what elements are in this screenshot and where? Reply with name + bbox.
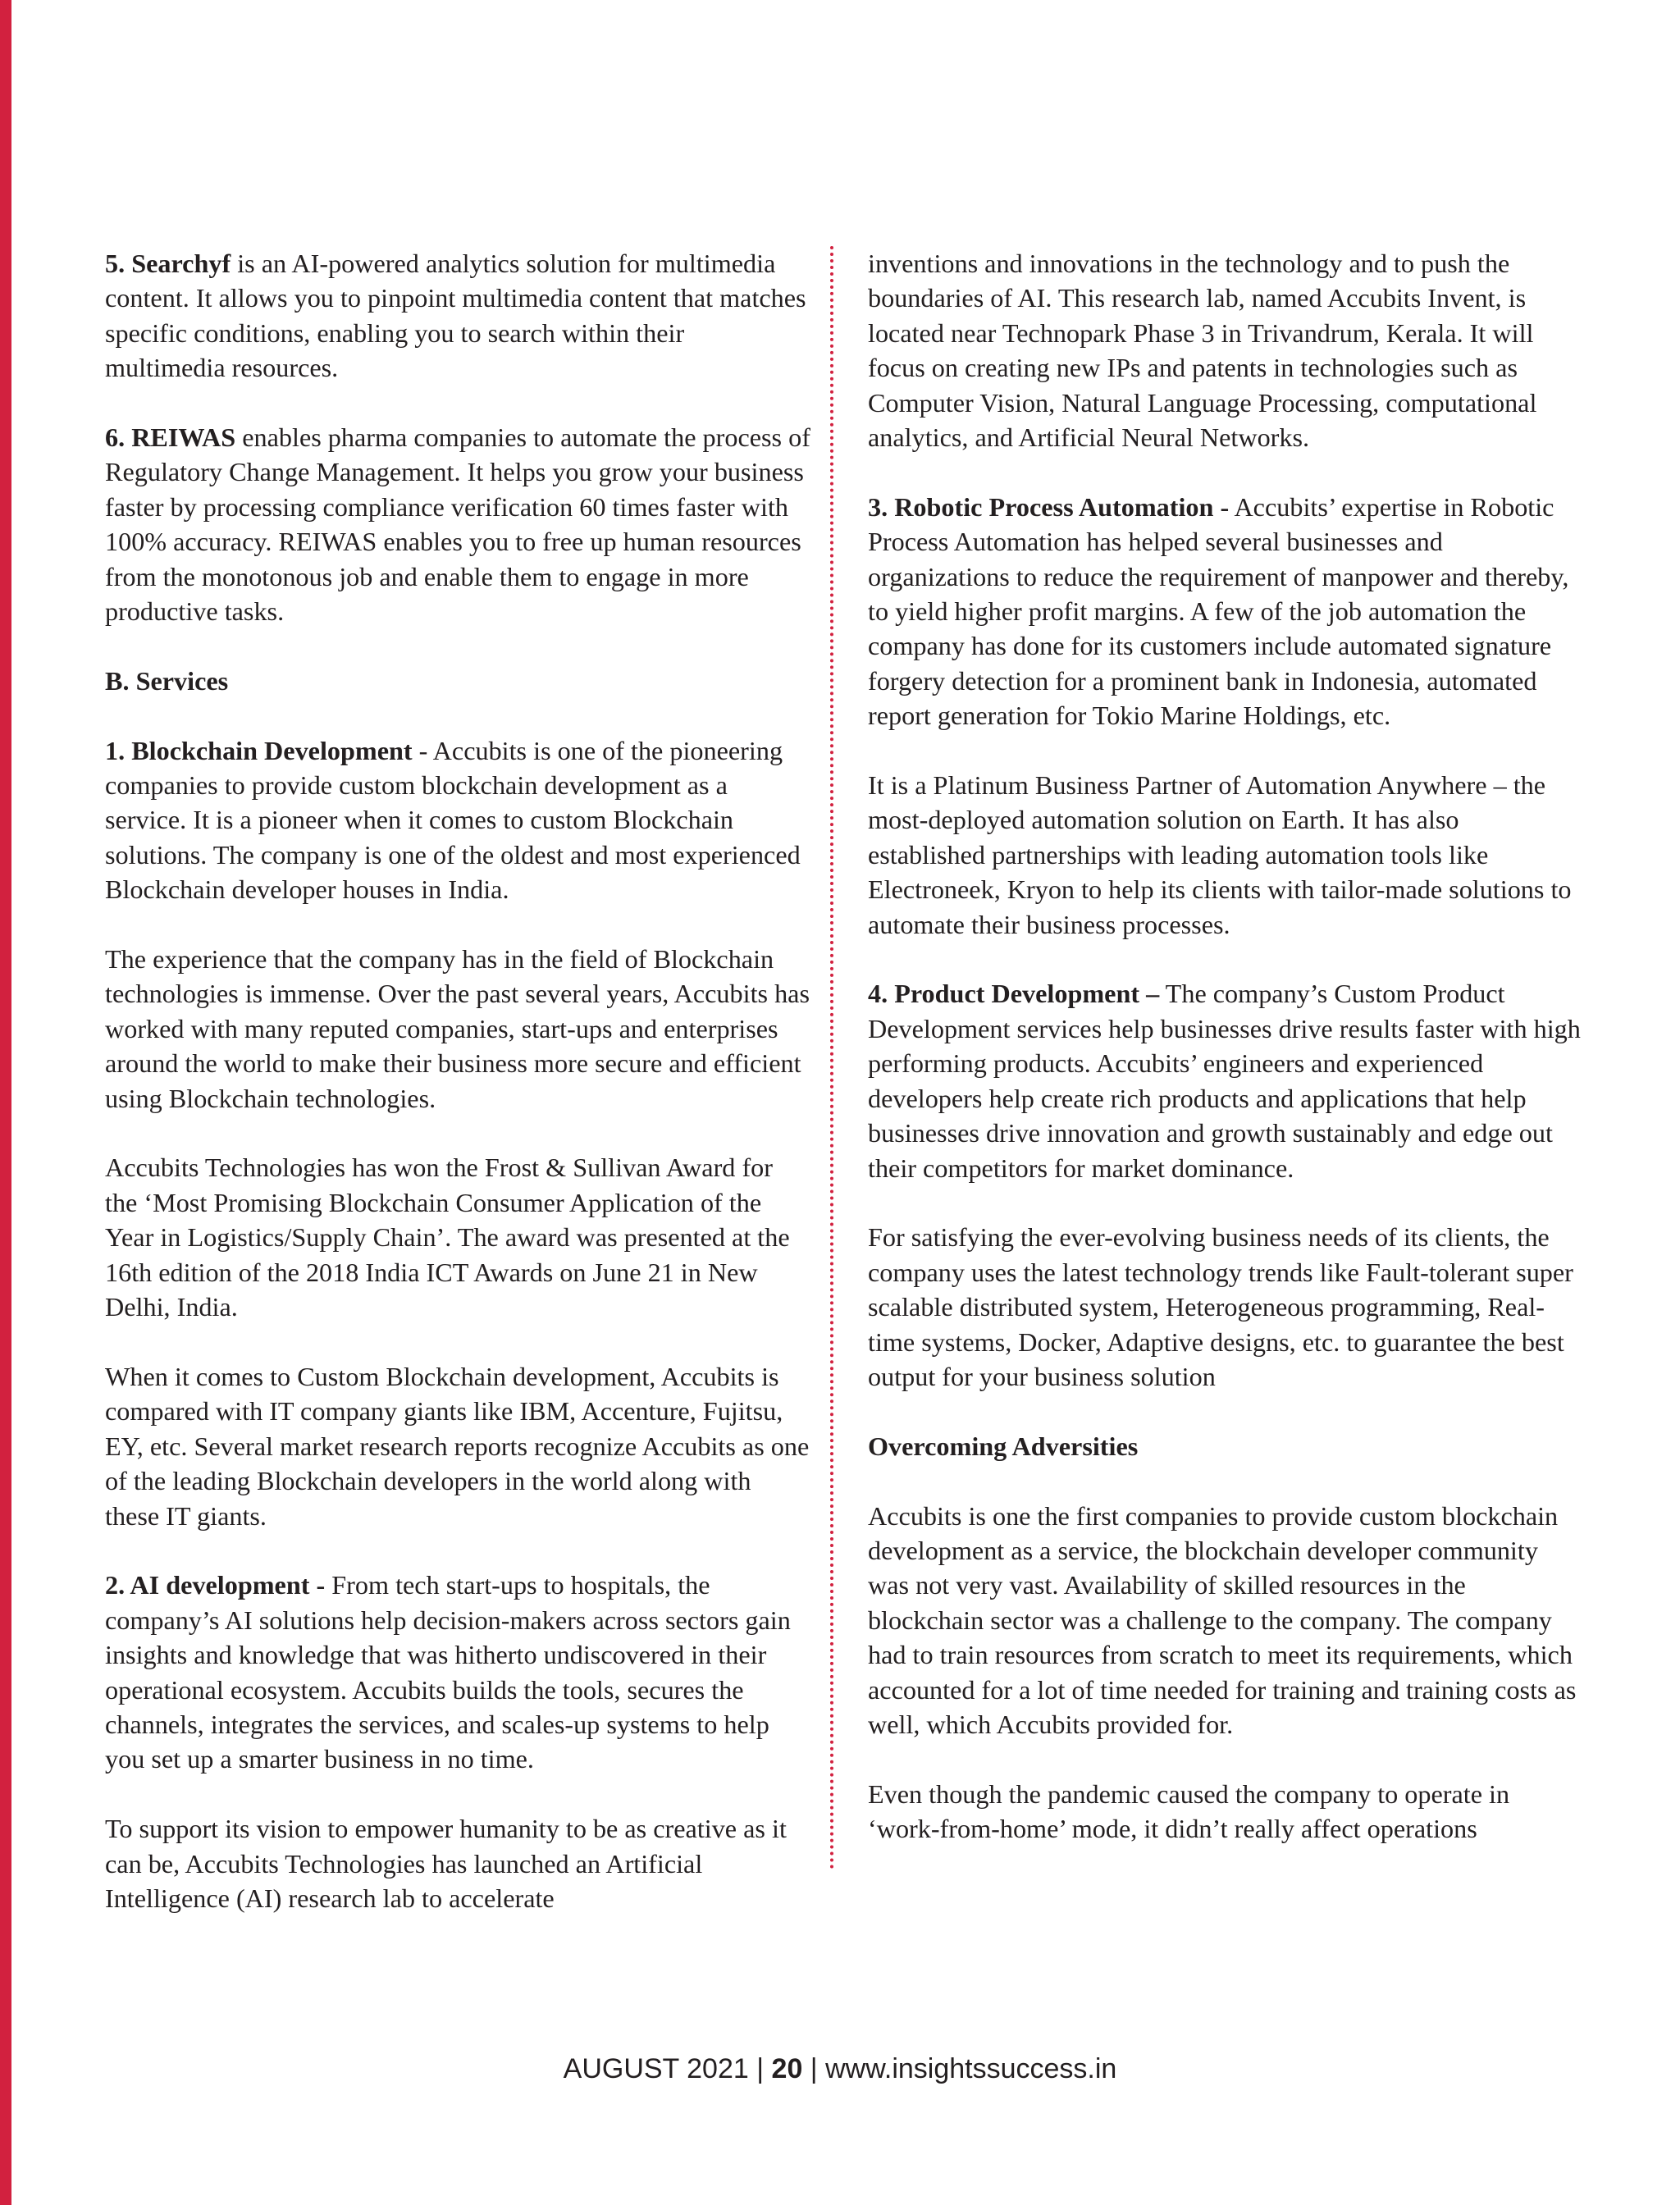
paragraph	[868, 1220, 1582, 1394]
paragraph	[868, 976, 1582, 1185]
column-divider	[830, 246, 833, 1870]
paragraph	[105, 942, 810, 1116]
footer-issue: AUGUST 2021	[563, 2053, 749, 2084]
paragraph-text: The experience that the company has in the field of Blockchain technologies is immense. Over the past several years, Accubits has worked with many reputed companies, start-ups and enterprises around the world to make their business more secure and efficient using Blockchain technologies.	[105, 944, 810, 1113]
paragraph	[868, 246, 1582, 454]
paragraph-text: Accubits is one the first companies to provide custom blockchain development as a service, the blockchain developer community was not very vast. Availability of skilled resources in the blockchain sector was a challenge to the company. The company had to train resources from scratch to meet its requirements, which accounted for a lot of time needed for training and training costs as well, which Accubits provided for.	[868, 1500, 1577, 1739]
paragraph-text: Accubits’ expertise in Robotic Process Automation has helped several businesses and organizations to reduce the requirement of manpower and thereby, to yield higher profit margins. A few of the job automation the company has done for its customers include automated signature forgery detection for a prominent bank in Indonesia, automated report generation for Tokio Marine Holdings, etc.	[868, 491, 1569, 731]
paragraph	[105, 1811, 810, 1915]
paragraph-heading: 5. Searchyf	[105, 249, 231, 278]
paragraph	[868, 1777, 1582, 1847]
footer-separator-1: |	[748, 2053, 772, 2084]
paragraph	[105, 420, 810, 628]
paragraph-text: When it comes to Custom Blockchain development, Accubits is compared with IT company giants like IBM, Accenture, Fujitsu, EY, etc. Several market research reports recognize Accubits as one of the leading Blockchain developers in the world along with these IT giants.	[105, 1361, 810, 1531]
paragraph	[868, 1429, 1582, 1463]
footer-separator-2: |	[802, 2053, 826, 2084]
right-column	[868, 246, 1582, 1881]
paragraph-heading: 1. Blockchain Development	[105, 735, 413, 765]
paragraph-heading: 4. Product Development –	[868, 979, 1160, 1009]
paragraph-heading: 2. AI development -	[105, 1570, 326, 1600]
paragraph	[105, 733, 810, 907]
page-number: 20	[771, 2053, 803, 2084]
paragraph-text: enables pharma companies to automate the process of Regulatory Change Management. It helps you grow your business faster by processing compliance verification 60 times faster with 100% accuracy. REIWAS enables you to free up human resources from the monotonous job and enable them to engage in more productive tasks.	[105, 422, 810, 627]
paragraph-text: For satisfying the ever-evolving business needs of its clients, the company uses the latest technology trends like Fault-tolerant super scalable distributed system, Heterogeneous programming, Real-time systems, Docker, Adaptive designs, etc. to guarantee the best output for your business solution	[868, 1222, 1573, 1391]
paragraph	[105, 664, 810, 698]
footer-website: www.insightssuccess.in	[825, 2053, 1117, 2084]
left-column	[105, 246, 810, 1951]
paragraph-text: Even though the pandemic caused the company to operate in ‘work-from-home’ mode, it didn’t really affect operations	[868, 1778, 1510, 1844]
paragraph-text: - Accubits is one of the pioneering companies to provide custom blockchain development as a service. It is a pioneer when it comes to custom Blockchain solutions. The company is one of the oldest and most experienced Blockchain developer houses in India.	[105, 735, 801, 905]
paragraph-text: To support its vision to empower humanity to be as creative as it can be, Accubits Technologies has launched an Artificial Intelligence (AI) research lab to accelerate	[105, 1814, 787, 1913]
paragraph	[868, 1499, 1582, 1742]
paragraph-heading: Overcoming Adversities	[868, 1431, 1139, 1461]
paragraph-text: Accubits Technologies has won the Frost & Sullivan Award for the ‘Most Promising Blockchain Consumer Application of the Year in Logistics/Supply Chain’. The award was presented at the 16th edition of the 2018 India ICT Awards on June 21 in New Delhi, India.	[105, 1153, 790, 1322]
paragraph-text: It is a Platinum Business Partner of Automation Anywhere – the most-deployed automation solution on Earth. It has also established partnerships with leading automation tools like Electroneek, Kryon to help its clients with tailor-made solutions to automate their business processes.	[868, 770, 1572, 939]
paragraph	[105, 1568, 810, 1776]
paragraph-text: inventions and innovations in the technology and to push the boundaries of AI. This research lab, named Accubits Invent, is located near Technopark Phase 3 in Trivandrum, Kerala. It will focus on creating new IPs and patents in technologies such as Computer Vision, Natural Language Processing, computational analytics, and Artificial Neural Networks.	[868, 249, 1537, 453]
paragraph-heading: 6. REIWAS	[105, 422, 236, 453]
page-footer	[0, 2053, 1680, 2085]
left-accent-bar	[0, 0, 11, 2205]
paragraph-heading: B. Services	[105, 665, 229, 696]
paragraph-text: is an AI-powered analytics solution for multimedia content. It allows you to pinpoint multimedia content that matches specific conditions, enabling you to search within their multimedia resources.	[105, 249, 806, 383]
paragraph	[105, 1150, 810, 1324]
paragraph-text: The company’s Custom Product Development services help businesses drive results faster with high performing products. Accubits’ engineers and experienced developers help create rich products and applications that help businesses drive innovation and growth sustainably and edge out their competitors for market dominance.	[868, 979, 1581, 1183]
paragraph-heading: 3. Robotic Process Automation -	[868, 491, 1230, 522]
paragraph	[105, 1359, 810, 1533]
paragraph	[868, 490, 1582, 733]
paragraph-text: From tech start-ups to hospitals, the company’s AI solutions help decision-makers across sectors gain insights and knowledge that was hitherto undiscovered in their operational ecosystem. Accubits builds the tools, secures the channels, integrates the services, and scales-up systems to help you set up a smarter business in no time.	[105, 1570, 791, 1774]
paragraph	[868, 768, 1582, 942]
paragraph	[105, 246, 810, 386]
